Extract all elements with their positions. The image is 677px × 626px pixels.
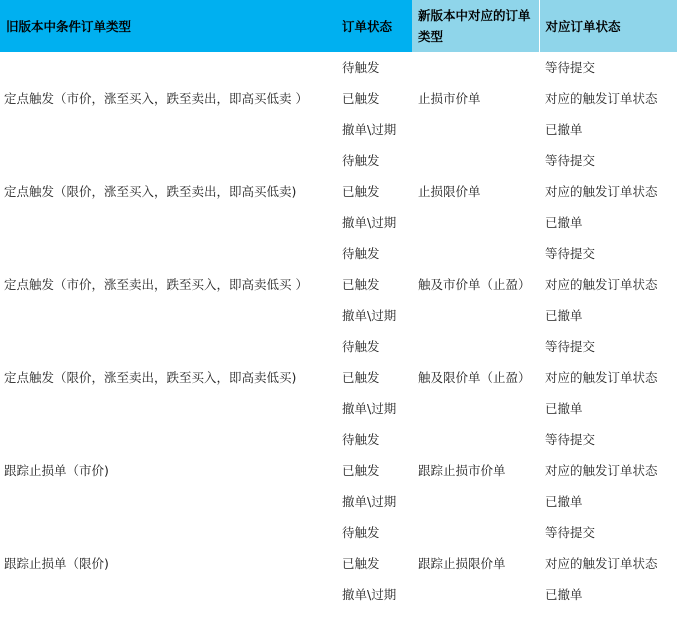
new-order-type-cell: 跟踪止损市价单: [418, 463, 506, 478]
order-status-cell: 待触发: [342, 432, 380, 447]
mapped-status-cell: 等待提交: [545, 432, 596, 447]
mapped-status-cell: 对应的触发订单状态: [545, 184, 658, 199]
order-status-cell: 已触发: [342, 556, 380, 571]
mapped-status-cell: 等待提交: [545, 246, 596, 261]
order-status-cell: 撤单\过期: [342, 122, 397, 137]
old-order-type-cell: 跟踪止损单（限价): [4, 556, 109, 571]
old-order-type-cell: 定点触发（限价，涨至买入，跌至卖出，即高买低卖): [4, 184, 297, 199]
new-order-type-cell: 止损限价单: [418, 184, 481, 199]
order-status-cell: 撤单\过期: [342, 587, 397, 602]
order-status-cell: 已触发: [342, 184, 380, 199]
mapped-status-cell: 对应的触发订单状态: [545, 370, 658, 385]
old-order-type-cell: 定点触发（市价，涨至卖出，跌至买入，即高卖低买 ）: [4, 277, 308, 292]
table-row: [0, 424, 677, 455]
mapped-status-cell: 已撤单: [545, 122, 583, 137]
table-row: [0, 331, 677, 362]
header-old-order-type: 旧版本中条件订单类型: [0, 0, 336, 52]
old-order-type-cell: 跟踪止损单（市价): [4, 463, 109, 478]
header-row: [0, 0, 677, 52]
table-row: [0, 238, 677, 269]
order-status-cell: 待触发: [342, 60, 380, 75]
order-status-cell: 撤单\过期: [342, 215, 397, 230]
old-order-type-cell: 定点触发（限价，涨至卖出，跌至买入，即高卖低买): [4, 370, 297, 385]
old-order-type-cell: 定点触发（市价，涨至买入，跌至卖出，即高买低卖 ）: [4, 91, 308, 106]
mapped-status-cell: 已撤单: [545, 401, 583, 416]
new-order-type-cell: 触及市价单（止盈）: [418, 277, 531, 292]
new-order-type-cell: 触及限价单（止盈）: [418, 370, 531, 385]
table-row: [0, 145, 677, 176]
table-row: [0, 517, 677, 548]
table-body: [0, 52, 677, 610]
mapped-status-cell: 对应的触发订单状态: [545, 277, 658, 292]
mapped-status-cell: 已撤单: [545, 587, 583, 602]
table-header: [0, 0, 677, 52]
mapped-status-cell: 已撤单: [545, 215, 583, 230]
new-order-type-cell: 止损市价单: [418, 91, 481, 106]
mapped-status-cell: 已撤单: [545, 308, 583, 323]
order-status-cell: 撤单\过期: [342, 401, 397, 416]
header-new-order-type: 新版本中对应的订单类型: [412, 0, 539, 52]
mapped-status-cell: 已撤单: [545, 494, 583, 509]
mapped-status-cell: 等待提交: [545, 153, 596, 168]
order-status-cell: 撤单\过期: [342, 308, 397, 323]
order-status-cell: 待触发: [342, 246, 380, 261]
order-status-cell: 已触发: [342, 370, 380, 385]
mapped-status-cell: 对应的触发订单状态: [545, 556, 658, 571]
mapped-status-cell: 对应的触发订单状态: [545, 91, 658, 106]
order-status-cell: 待触发: [342, 339, 380, 354]
order-status-cell: 待触发: [342, 525, 380, 540]
header-mapped-status: 对应订单状态: [539, 0, 677, 52]
order-status-cell: 已触发: [342, 463, 380, 478]
order-status-cell: 已触发: [342, 91, 380, 106]
mapped-status-cell: 等待提交: [545, 339, 596, 354]
order-status-cell: 撤单\过期: [342, 494, 397, 509]
mapped-status-cell: 对应的触发订单状态: [545, 463, 658, 478]
new-order-type-cell: 跟踪止损限价单: [418, 556, 506, 571]
table-row: [0, 52, 677, 83]
mapped-status-cell: 等待提交: [545, 60, 596, 75]
order-status-cell: 待触发: [342, 153, 380, 168]
mapped-status-cell: 等待提交: [545, 525, 596, 540]
order-status-cell: 已触发: [342, 277, 380, 292]
header-order-status: 订单状态: [336, 0, 412, 52]
